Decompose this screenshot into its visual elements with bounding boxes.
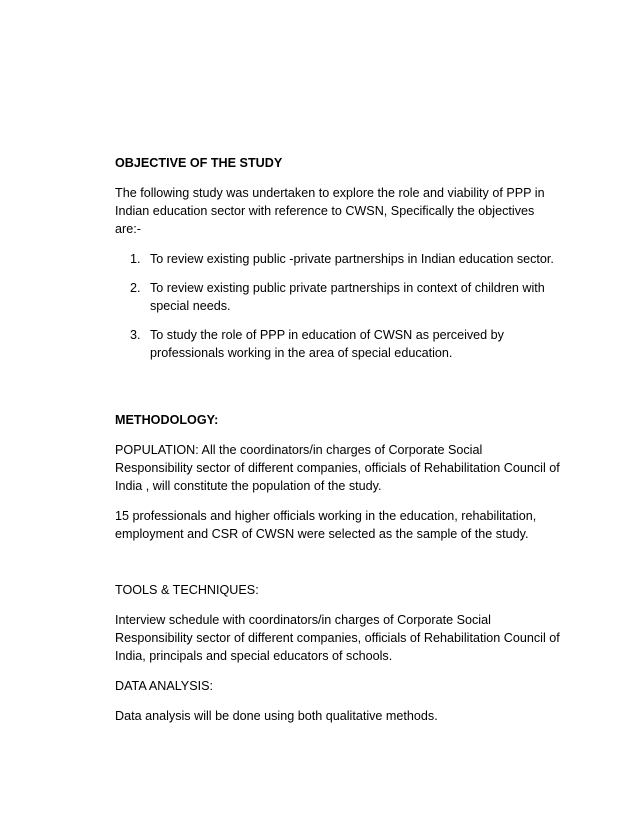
list-item: [115, 250, 560, 268]
tools-paragraph: Interview schedule with coordinators/in charges of Corporate Social Responsibility sector of different companies, officials of Rehabilitation Council of India, principals and special educators of schools.: [115, 613, 560, 663]
list-item-number: 3.: [130, 328, 141, 342]
methodology-heading: METHODOLOGY:: [115, 413, 219, 427]
objective-heading: OBJECTIVE OF THE STUDY: [115, 156, 283, 170]
list-item-text: To review existing public private partnerships in context of children with special needs.: [150, 281, 545, 313]
tools-heading: TOOLS & TECHNIQUES:: [115, 583, 259, 597]
section-spacer: [115, 373, 560, 411]
sample-paragraph: 15 professionals and higher officials working in the education, rehabilitation, employment and CSR of CWSN were selected as the sample of the study.: [115, 509, 537, 541]
analysis-heading: DATA ANALYSIS:: [115, 679, 213, 693]
document-body: [115, 154, 560, 737]
list-item-text: To review existing public -private partnerships in Indian education sector.: [150, 252, 554, 266]
list-item-text: To study the role of PPP in education of CWSN as perceived by professionals working in the area of special education.: [150, 328, 504, 360]
analysis-paragraph: Data analysis will be done using both qualitative methods.: [115, 709, 438, 723]
section-spacer: [115, 555, 560, 581]
objectives-list: [115, 250, 560, 362]
population-paragraph: POPULATION: All the coordinators/in charges of Corporate Social Responsibility sector of different companies, officials of Rehabilitation Council of India , will constitute the population of the study.: [115, 443, 560, 493]
list-item-number: 1.: [130, 252, 141, 266]
list-item: [115, 279, 560, 315]
list-item: [115, 326, 560, 362]
objective-intro: The following study was undertaken to explore the role and viability of PPP in Indian education sector with reference to CWSN, Specifically the objectives are:-: [115, 186, 545, 236]
list-item-number: 2.: [130, 281, 141, 295]
